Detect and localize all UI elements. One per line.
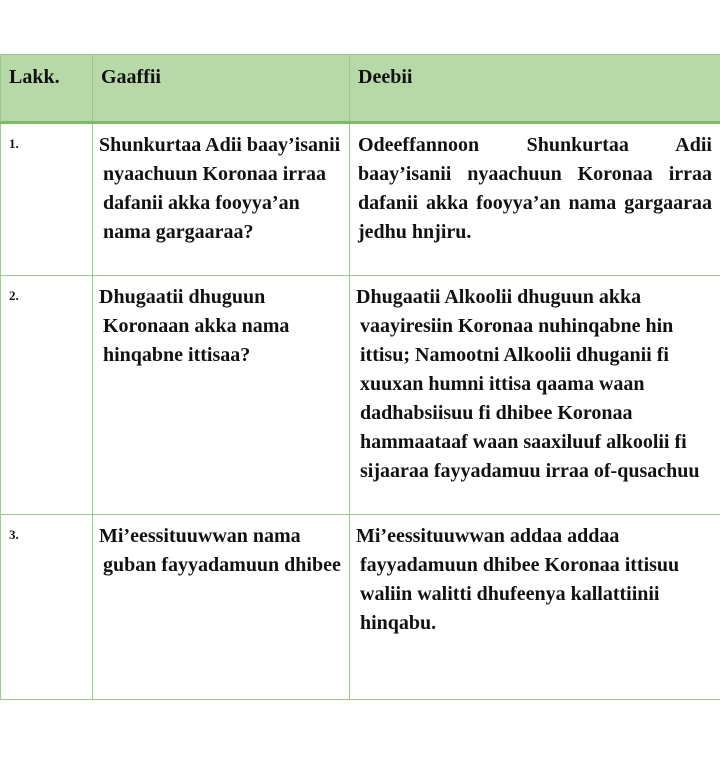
header-question-label: Gaaffii: [101, 66, 161, 88]
table-row: [1, 276, 720, 515]
header-question: [93, 55, 350, 123]
answer-cell: [350, 515, 720, 700]
header-answer-label: Deebii: [358, 66, 413, 88]
table-header-row: [1, 55, 720, 123]
header-number: [1, 55, 93, 123]
question-cell: [93, 515, 350, 700]
row-number: 2.: [9, 288, 19, 303]
answer-text: Odeeffannoon Shunkurtaa Adii baay’isanii nyaachuun Koronaa irraa dafanii akka fooyya’an nama gargaaraa jedhu hnjiru.: [358, 134, 712, 243]
question-cell: [93, 123, 350, 276]
row-number: 1.: [9, 136, 19, 151]
question-text: Mi’eessituuwwan nama guban fayyadamuun dhibee: [99, 525, 341, 576]
answer-text: Dhugaatii Alkoolii dhuguun akka vaayiresiin Koronaa nuhinqabne hin ittisu; Namootni Alkoolii dhuganii fi xuuxan humni ittisa qaama waan dadhabsiisuu fi dhibee Koronaa hammaataaf waan saaxiluuf alkoolii fi sijaaraa fayyadamuu irraa of-qusachuu: [356, 286, 700, 482]
row-number-cell: [1, 276, 93, 515]
question-text: Shunkurtaa Adii baay’isanii nyaachuun Koronaa irraa dafanii akka fooyya’an nama gargaaraa?: [99, 134, 341, 243]
row-number-cell: [1, 515, 93, 700]
header-number-label: Lakk.: [9, 66, 60, 88]
row-number-cell: [1, 123, 93, 276]
answer-text: Mi’eessituuwwan addaa addaa fayyadamuun dhibee Koronaa ittisuu waliin walitti dhufeenya kallattiinii hinqabu.: [356, 525, 680, 634]
header-answer: [350, 55, 720, 123]
table-row: [1, 123, 720, 276]
answer-cell: [350, 276, 720, 515]
table-row: [1, 515, 720, 700]
answer-cell: [350, 123, 720, 276]
question-cell: [93, 276, 350, 515]
row-number: 3.: [9, 527, 19, 542]
question-text: Dhugaatii dhuguun Koronaan akka nama hinqabne ittisaa?: [99, 286, 290, 366]
qa-table: [0, 54, 720, 700]
